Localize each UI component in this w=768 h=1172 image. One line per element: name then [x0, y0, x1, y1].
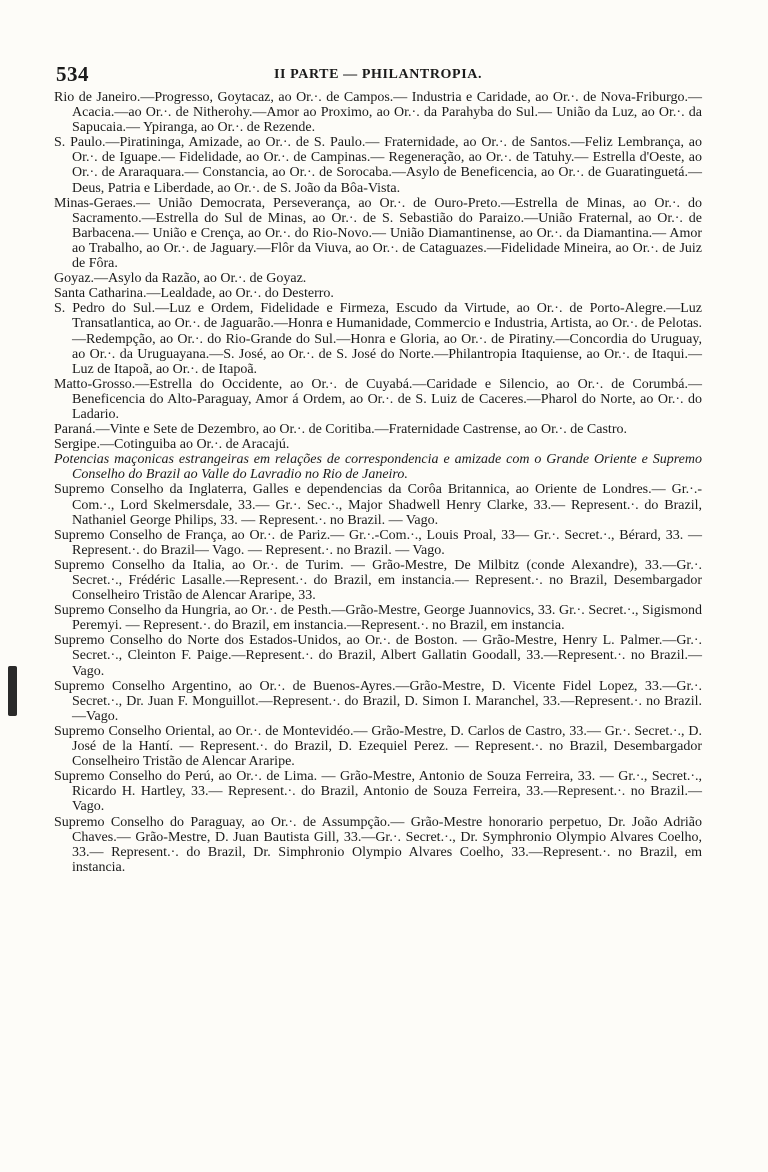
entry-parana: Paraná.—Vinte e Sete de Dezembro, ao Or.·. de Coritiba.—Fraternidade Castrense, ao Or.·. de Castro.	[54, 422, 627, 438]
entry-supremo-conselho-franca: Supremo Conselho de França, ao Or.·. de Pariz.— Gr.·.-Com.·., Louis Proal, 33— Gr.·. Secret.·., Bérard, 33. — Represent.·. do Brazil— Vago. — Represent.·. no Brazil. — Vago.	[54, 527, 702, 558]
entry-supremo-conselho-oriental: Supremo Conselho Oriental, ao Or.·. de Montevidéo.— Grão-Mestre, D. Carlos de Castro, 33.— Gr.·. Secret.·., D. José de la Hantí. — Represent.·. do Brazil, D. Ezequiel Perez. — Represent.·. no Brazil, Desembargador Conselheiro Tristão de Alencar Araripe.	[54, 723, 702, 770]
entry-rio-de-janeiro: Rio de Janeiro.—Progresso, Goytacaz, ao Or.·. de Campos.— Industria e Caridade, ao Or.·. de Nova-Friburgo.—Acacia.—ao Or.·. de Nitherohy.—Amor ao Proximo, ao Or.·. da Parahyba do Sul.— União da Luz, ao Or.·. da Sapucaia.— Ypiranga, ao Or.·. de Rezende.	[54, 90, 702, 136]
page-body	[54, 90, 702, 875]
entry-goyaz: Goyaz.—Asylo da Razão, ao Or.·. de Goyaz.	[54, 271, 307, 287]
running-title: II PARTE — PHILANTROPIA.	[273, 67, 483, 82]
book-page	[54, 62, 702, 875]
entry-supremo-conselho-argentino: Supremo Conselho Argentino, ao Or.·. de Buenos-Ayres.—Grão-Mestre, D. Vicente Fidel Lopez, 33.—Gr.·. Secret.·., Dr. Juan F. Monguillot.—Represent.·. do Brazil, D. Simon I. Maranchel, 33.—Represent.·. no Brazil.—Vago.	[54, 678, 702, 724]
section-heading-foreign-powers: Potencias maçonicas estrangeiras em relações de correspondencia e amizade com o Grande Oriente e Supremo Conselho do Brazil ao Valle do Lavradio no Rio de Janeiro.	[54, 452, 702, 483]
entry-supremo-conselho-inglaterra: Supremo Conselho da Inglaterra, Galles e dependencias da Corôa Britannica, ao Oriente de Londres.— Gr.·.-Com.·., Lord Skelmersdale, 33.— Gr.·. Sec.·., Major Shadwell Henry Clarke, 33.— Represent.·. do Brazil, Nathaniel George Philips, 33. — Represent.·. no Brazil. — Vago.	[54, 482, 702, 528]
entry-matto-grosso: Matto-Grosso.—Estrella do Occidente, ao Or.·. de Cuyabá.—Caridade e Silencio, ao Or.·. de Corumbá.—Beneficencia do Alto-Paraguay, Amor á Ordem, ao Or.·. de S. Luiz de Caceres.—Pharol do Norte, ao Or.·. do Ladario.	[54, 376, 702, 422]
entry-supremo-conselho-estados-unidos: Supremo Conselho do Norte dos Estados-Unidos, ao Or.·. de Boston. — Grão-Mestre, Henry L. Palmer.—Gr.·. Secret.·., Cleinton F. Paige.—Represent.·. do Brazil, Albert Gallatin Goodall, 33.—Represent.·. no Brazil.— Vago.	[54, 633, 702, 679]
entry-supremo-conselho-peru: Supremo Conselho do Perú, ao Or.·. de Lima. — Grão-Mestre, Antonio de Souza Ferreira, 33. — Gr.·., Secret.·., Ricardo H. Hartley, 33.— Represent.·. do Brazil, Antonio de Souza Ferreira, 33.—Represent.·. no Brazil.—Vago.	[54, 769, 702, 815]
entry-supremo-conselho-italia: Supremo Conselho da Italia, ao Or.·. de Turim. — Grão-Mestre, De Milbitz (conde Alexandre), 33.—Gr.·. Secret.·., Frédéric Lasalle.—Represent.·. do Brazil, em instancia.— Represent.·. no Brazil, Desembargador Conselheiro Tristão de Alencar Araripe, 33.	[54, 557, 702, 604]
page-header	[54, 62, 702, 88]
entry-sao-pedro-do-sul: S. Pedro do Sul.—Luz e Ordem, Fidelidade e Firmeza, Escudo da Virtude, ao Or.·. de Porto-Alegre.—Luz Transatlantica, ao Or.·. de Jaguarão.—Honra e Humanidade, Commercio e Industria, Artista, ao Or.·. de Pelotas.—Redempção, ao Or.·. do Rio-Grande do Sul.—Honra e Gloria, ao Or.·. de Piratiny.—Concordia do Uruguay, ao Or.·. da Uruguayana.—S. José, ao Or.·. de S. José do Norte.—Philantropia Itaquiense, ao Or.·. de Itaqui.—Luz de Itapoã, ao Or.·. de Itapoã.	[54, 301, 702, 377]
page-number: 534	[56, 62, 89, 86]
entry-sao-paulo: S. Paulo.—Piratininga, Amizade, ao Or.·. de S. Paulo.— Fraternidade, ao Or.·. de Santos.—Feliz Lembrança, ao Or.·. de Iguape.— Fidelidade, ao Or.·. de Campinas.— Regeneração, ao Or.·. de Tatuhy.— Estrella d'Oeste, ao Or.·. de Araraquara.— Constancia, ao Or.·. de Sorocaba.—Asylo de Beneficencia, ao Or.·. de Guaratinguetá.— Deus, Patria e Liberdade, ao Or.·. de S. João da Bôa-Vista.	[54, 135, 702, 196]
margin-ink-mark	[8, 666, 17, 716]
entry-supremo-conselho-hungria: Supremo Conselho da Hungria, ao Or.·. de Pesth.—Grão-Mestre, George Juannovics, 33. Gr.·. Secret.·., Sigismond Peremyi. — Represent.·. do Brazil, em instancia.—Represent.·. no Brazil, em instancia.	[54, 603, 702, 634]
entry-minas-geraes: Minas-Geraes.— União Democrata, Perseverança, ao Or.·. de Ouro-Preto.—Estrella de Minas, ao Or.·. do Sacramento.—Estrella do Sul de Minas, ao Or.·. de S. Sebastião do Paraizo.—União Fraternal, ao Or.·. de Barbacena.— União e Crença, ao Or.·. do Rio-Novo.— União Diamantinense, ao Or.·. da Diamantina.— Amor ao Trabalho, ao Or.·. de Jaguary.—Flôr da Viuva, ao Or.·. de Cataguazes.—Fidelidade Mineira, ao Or.·. de Juiz de Fôra.	[54, 195, 702, 272]
entry-supremo-conselho-paraguay: Supremo Conselho do Paraguay, ao Or.·. de Assumpção.— Grão-Mestre honorario perpetuo, Dr. João Adrião Chaves.— Grão-Mestre, D. Juan Bautista Gill, 33.—Gr.·. Secret.·., Dr. Symphronio Olympio Alvares Coelho, 33.— Represent.·. do Brazil, Dr. Simphronio Olympio Alvares Coelho, 33.—Represent.·. no Brazil, em instancia.	[54, 814, 702, 875]
entry-sergipe: Sergipe.—Cotinguiba ao Or.·. de Aracajú.	[54, 437, 290, 453]
entry-santa-catharina: Santa Catharina.—Lealdade, ao Or.·. do Desterro.	[54, 286, 334, 302]
